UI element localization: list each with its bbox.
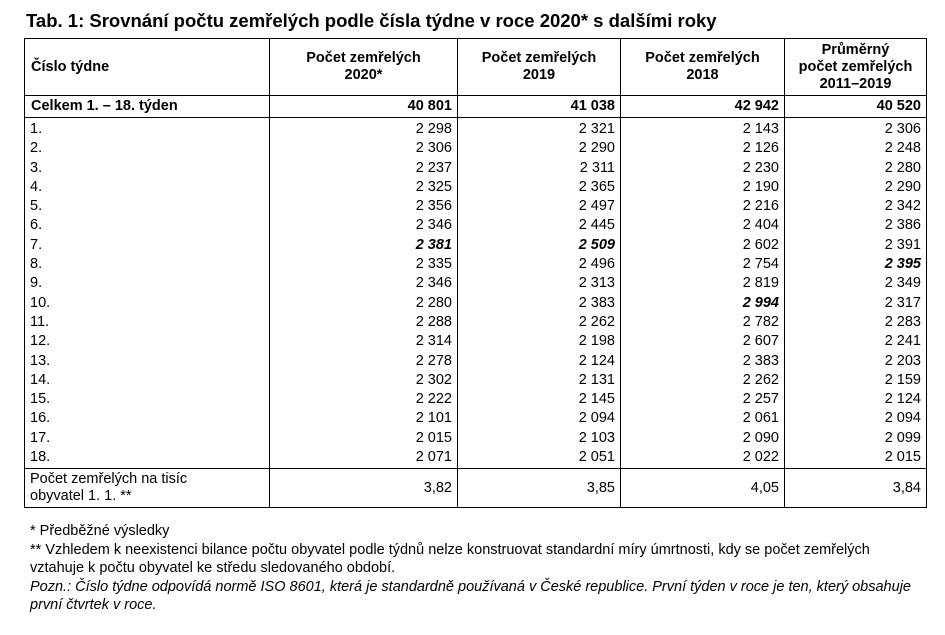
deaths-y2018: 2 230 (621, 159, 785, 178)
week-number: 15. (25, 390, 270, 409)
table-row (25, 255, 927, 274)
deaths-y2019: 2 509 (458, 236, 621, 255)
total-row (25, 96, 927, 118)
footnote-iso-note: Pozn.: Číslo týdne odpovídá normě ISO 8601, která je standardně používaná v České republice. První týden v roce je ten, který obsahuje první čtvrtek v roce. (30, 578, 911, 613)
deaths-y2020: 2 325 (270, 178, 458, 197)
table-row (25, 448, 927, 469)
table-row (25, 274, 927, 293)
header-2020-line1: Počet zemřelých (306, 50, 421, 66)
week-number: 6. (25, 216, 270, 235)
deaths-y2018: 2 819 (621, 274, 785, 293)
table-row (25, 390, 927, 409)
header-week: Číslo týdne (25, 39, 270, 96)
deaths-avg: 2 386 (785, 216, 927, 235)
deaths-avg: 2 248 (785, 139, 927, 158)
footnote-rates: ** Vzhledem k neexistenci bilance počtu obyvatel podle týdnů nelze konstruovat standardní míry úmrtnosti, kdy se počet zemřelých vztahuje k počtu obyvatel ke středu sledovaného období. (30, 541, 870, 576)
table-row (25, 178, 927, 197)
deaths-avg: 2 203 (785, 352, 927, 371)
deaths-y2020: 2 381 (270, 236, 458, 255)
deaths-y2020: 2 288 (270, 313, 458, 332)
deaths-avg: 2 306 (785, 118, 927, 140)
footnotes (30, 522, 920, 615)
total-2020: 40 801 (270, 96, 458, 118)
week-number: 12. (25, 332, 270, 351)
header-2018-line1: Počet zemřelých (645, 50, 760, 66)
table-row (25, 332, 927, 351)
deaths-y2020: 2 346 (270, 216, 458, 235)
deaths-avg: 2 342 (785, 197, 927, 216)
rate-2020: 3,82 (270, 469, 458, 508)
deaths-y2020: 2 222 (270, 390, 458, 409)
deaths-y2020: 2 335 (270, 255, 458, 274)
week-number: 17. (25, 429, 270, 448)
header-2020 (270, 39, 458, 96)
deaths-avg: 2 280 (785, 159, 927, 178)
footnote-preliminary: * Předběžné výsledky (30, 523, 170, 539)
week-number: 18. (25, 448, 270, 469)
week-number: 4. (25, 178, 270, 197)
deaths-y2018: 2 782 (621, 313, 785, 332)
deaths-y2019: 2 497 (458, 197, 621, 216)
deaths-y2019: 2 445 (458, 216, 621, 235)
deaths-y2018: 2 994 (621, 294, 785, 313)
week-number: 2. (25, 139, 270, 158)
deaths-avg: 2 283 (785, 313, 927, 332)
table-row (25, 429, 927, 448)
header-2019-line2: 2019 (522, 67, 556, 83)
table-row (25, 236, 927, 255)
deaths-y2019: 2 262 (458, 313, 621, 332)
deaths-y2020: 2 298 (270, 118, 458, 140)
deaths-y2019: 2 321 (458, 118, 621, 140)
table-row (25, 371, 927, 390)
deaths-avg: 2 159 (785, 371, 927, 390)
table-row (25, 197, 927, 216)
week-number: 16. (25, 409, 270, 428)
deaths-y2019: 2 103 (458, 429, 621, 448)
deaths-y2020: 2 302 (270, 371, 458, 390)
deaths-y2018: 2 143 (621, 118, 785, 140)
deaths-y2019: 2 311 (458, 159, 621, 178)
deaths-avg: 2 099 (785, 429, 927, 448)
deaths-table (24, 38, 927, 508)
table-row (25, 159, 927, 178)
deaths-y2018: 2 262 (621, 371, 785, 390)
rate-average: 3,84 (785, 469, 927, 508)
deaths-y2018: 2 607 (621, 332, 785, 351)
deaths-y2019: 2 131 (458, 371, 621, 390)
deaths-y2018: 2 126 (621, 139, 785, 158)
table-row (25, 118, 927, 140)
deaths-y2020: 2 237 (270, 159, 458, 178)
table-title: Tab. 1: Srovnání počtu zemřelých podle čísla týdne v roce 2020* s dalšími roky (26, 10, 717, 31)
rate-2019: 3,85 (458, 469, 621, 508)
week-number: 9. (25, 274, 270, 293)
week-number: 3. (25, 159, 270, 178)
deaths-y2018: 2 602 (621, 236, 785, 255)
deaths-avg: 2 015 (785, 448, 927, 469)
week-number: 1. (25, 118, 270, 140)
table-row (25, 409, 927, 428)
deaths-y2018: 2 190 (621, 178, 785, 197)
deaths-y2019: 2 124 (458, 352, 621, 371)
deaths-y2020: 2 314 (270, 332, 458, 351)
deaths-avg: 2 290 (785, 178, 927, 197)
total-2018: 42 942 (621, 96, 785, 118)
deaths-avg: 2 395 (785, 255, 927, 274)
total-average: 40 520 (785, 96, 927, 118)
header-2019 (458, 39, 621, 96)
header-average (785, 39, 927, 96)
deaths-y2019: 2 313 (458, 274, 621, 293)
table-row (25, 139, 927, 158)
week-number: 5. (25, 197, 270, 216)
deaths-y2020: 2 071 (270, 448, 458, 469)
deaths-y2019: 2 496 (458, 255, 621, 274)
table-row (25, 352, 927, 371)
deaths-avg: 2 349 (785, 274, 927, 293)
deaths-y2020: 2 280 (270, 294, 458, 313)
deaths-y2018: 2 216 (621, 197, 785, 216)
deaths-y2018: 2 090 (621, 429, 785, 448)
week-number: 10. (25, 294, 270, 313)
header-average-line3: 2011–2019 (819, 75, 892, 92)
deaths-y2018: 2 257 (621, 390, 785, 409)
header-2018 (621, 39, 785, 96)
week-number: 8. (25, 255, 270, 274)
deaths-y2019: 2 051 (458, 448, 621, 469)
deaths-y2019: 2 198 (458, 332, 621, 351)
header-2019-line1: Počet zemřelých (481, 50, 597, 66)
deaths-avg: 2 317 (785, 294, 927, 313)
deaths-y2018: 2 022 (621, 448, 785, 469)
header-row (25, 39, 927, 96)
deaths-y2020: 2 101 (270, 409, 458, 428)
header-average-line2: počet zemřelých (798, 58, 913, 75)
deaths-y2020: 2 015 (270, 429, 458, 448)
deaths-avg: 2 094 (785, 409, 927, 428)
deaths-avg: 2 241 (785, 332, 927, 351)
header-2018-line2: 2018 (686, 67, 719, 83)
deaths-avg: 2 391 (785, 236, 927, 255)
table-row (25, 313, 927, 332)
table-row (25, 294, 927, 313)
week-number: 13. (25, 352, 270, 371)
week-number: 7. (25, 236, 270, 255)
rate-label (25, 469, 270, 508)
rate-label-line1: Počet zemřelých na tisíc (30, 471, 188, 488)
deaths-y2018: 2 754 (621, 255, 785, 274)
week-number: 11. (25, 313, 270, 332)
deaths-y2019: 2 094 (458, 409, 621, 428)
deaths-y2018: 2 404 (621, 216, 785, 235)
deaths-y2019: 2 383 (458, 294, 621, 313)
deaths-y2019: 2 290 (458, 139, 621, 158)
deaths-y2018: 2 383 (621, 352, 785, 371)
deaths-y2019: 2 145 (458, 390, 621, 409)
header-average-line1: Průměrný (821, 41, 890, 58)
deaths-avg: 2 124 (785, 390, 927, 409)
rate-2018: 4,05 (621, 469, 785, 508)
week-number: 14. (25, 371, 270, 390)
total-label: Celkem 1. – 18. týden (25, 96, 270, 118)
deaths-y2019: 2 365 (458, 178, 621, 197)
deaths-y2020: 2 346 (270, 274, 458, 293)
header-2020-line2: 2020* (344, 67, 383, 83)
total-2019: 41 038 (458, 96, 621, 118)
rate-row (25, 469, 927, 508)
deaths-y2018: 2 061 (621, 409, 785, 428)
deaths-y2020: 2 278 (270, 352, 458, 371)
rate-label-line2: obyvatel 1. 1. ** (30, 488, 132, 505)
deaths-y2020: 2 306 (270, 139, 458, 158)
deaths-y2020: 2 356 (270, 197, 458, 216)
table-row (25, 216, 927, 235)
